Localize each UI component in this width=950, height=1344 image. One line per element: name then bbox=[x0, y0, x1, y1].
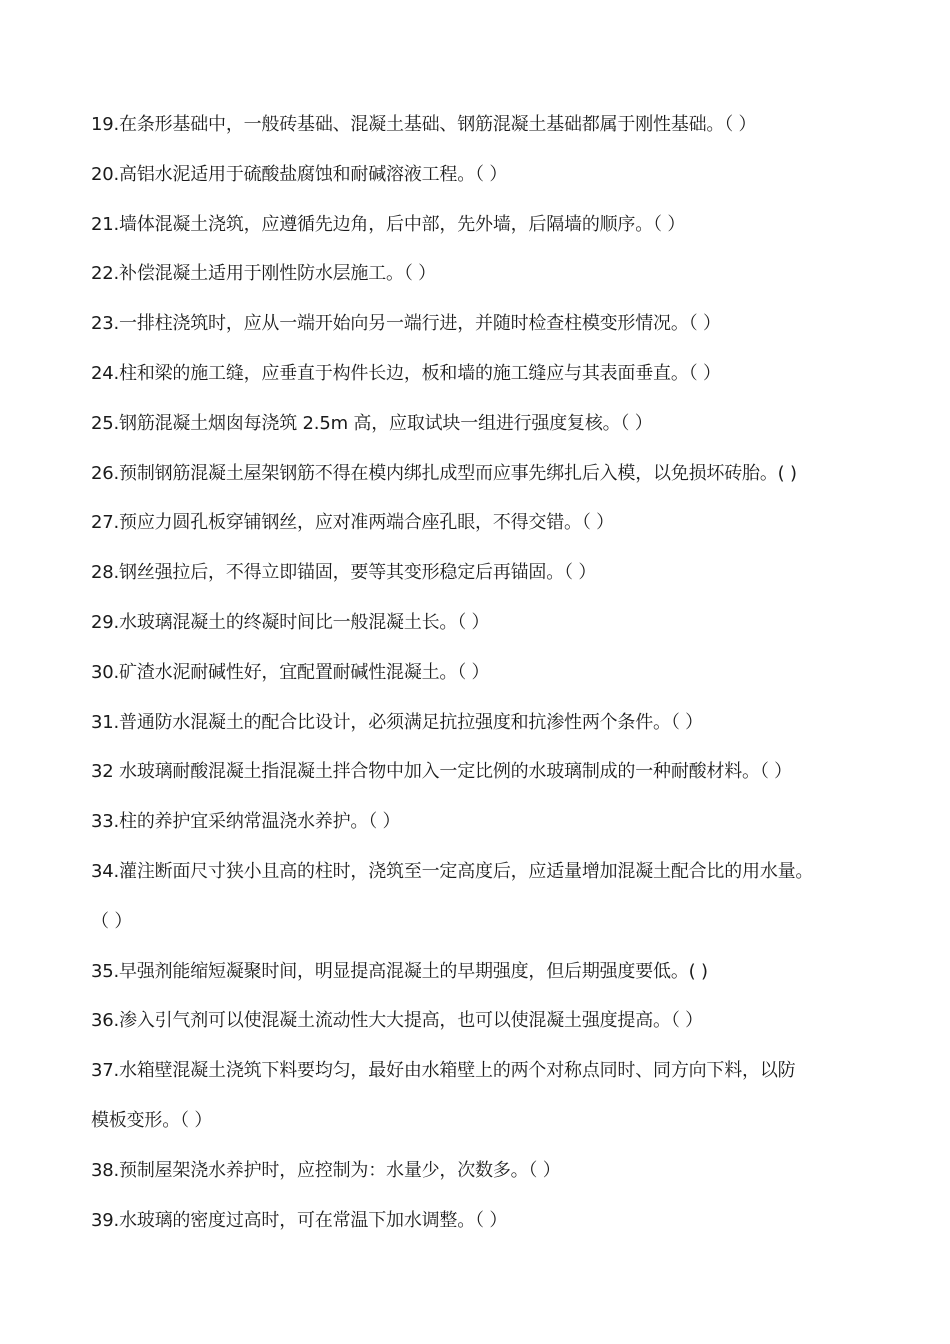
question-item-continuation: 模板变形。（ ） bbox=[91, 1109, 213, 1131]
question-item: 28.钢丝强拉后，不得立即锚固，要等其变形稳定后再锚固。（ ） bbox=[91, 562, 597, 584]
question-item: 30.矿渣水泥耐碱性好，宜配置耐碱性混凝土。（ ） bbox=[91, 661, 490, 683]
question-item: 31.普通防水混凝土的配合比设计，必须满足抗拉强度和抗渗性两个条件。（ ） bbox=[91, 711, 703, 733]
question-item: 29.水玻璃混凝土的终凝时间比一般混凝土长。（ ） bbox=[91, 611, 490, 633]
question-list bbox=[91, 111, 881, 1256]
question-item: 27.预应力圆孔板穿铺钢丝，应对准两端合座孔眼，不得交错。（ ） bbox=[91, 512, 614, 534]
question-item: 37.水箱壁混凝土浇筑下料要均匀，最好由水箱壁上的两个对称点同时、同方向下料，以防 bbox=[91, 1060, 796, 1082]
question-item: 39.水玻璃的密度过高时，可在常温下加水调整。（ ） bbox=[91, 1209, 508, 1231]
question-item: 33.柱的养护宜采纳常温浇水养护。（ ） bbox=[91, 811, 401, 833]
question-item: 24.柱和梁的施工缝，应垂直于构件长边，板和墙的施工缝应与其表面垂直。（ ） bbox=[91, 362, 721, 384]
question-item: 21.墙体混凝土浇筑，应遵循先边角，后中部，先外墙，后隔墙的顺序。（ ） bbox=[91, 213, 686, 235]
question-item: 26.预制钢筋混凝土屋架钢筋不得在模内绑扎成型而应事先绑扎后入模，以免损坏砖胎。( ) bbox=[91, 462, 797, 484]
question-item-continuation: （ ） bbox=[91, 910, 133, 932]
question-item: 20.高铝水泥适用于硫酸盐腐蚀和耐碱溶液工程。（ ） bbox=[91, 163, 508, 185]
question-item: 19.在条形基础中，一般砖基础、混凝土基础、钢筋混凝土基础都属于刚性基础。（ ） bbox=[91, 114, 757, 135]
question-item: 36.渗入引气剂可以使混凝土流动性大大提高，也可以使混凝土强度提高。（ ） bbox=[91, 1010, 703, 1032]
question-item: 32 水玻璃耐酸混凝土指混凝土拌合物中加入一定比例的水玻璃制成的一种耐酸材料。（ ） bbox=[91, 761, 792, 783]
question-item: 23.一排柱浇筑时，应从一端开始向另一端行进，并随时检查柱模变形情况。（ ） bbox=[91, 313, 721, 335]
question-item: 22.补偿混凝土适用于刚性防水层施工。（ ） bbox=[91, 263, 436, 285]
question-item: 25.钢筋混凝土烟囱每浇筑 2.5m 高，应取试块一组进行强度复核。（ ） bbox=[91, 412, 653, 434]
question-item: 35.早强剂能缩短凝聚时间，明显提高混凝土的早期强度，但后期强度要低。( ) bbox=[91, 960, 708, 982]
question-item: 34.灌注断面尺寸狭小且高的柱时，浇筑至一定高度后，应适量增加混凝土配合比的用水量。 bbox=[91, 860, 814, 882]
question-item: 38.预制屋架浇水养护时，应控制为：水量少，次数多。（ ） bbox=[91, 1159, 561, 1181]
